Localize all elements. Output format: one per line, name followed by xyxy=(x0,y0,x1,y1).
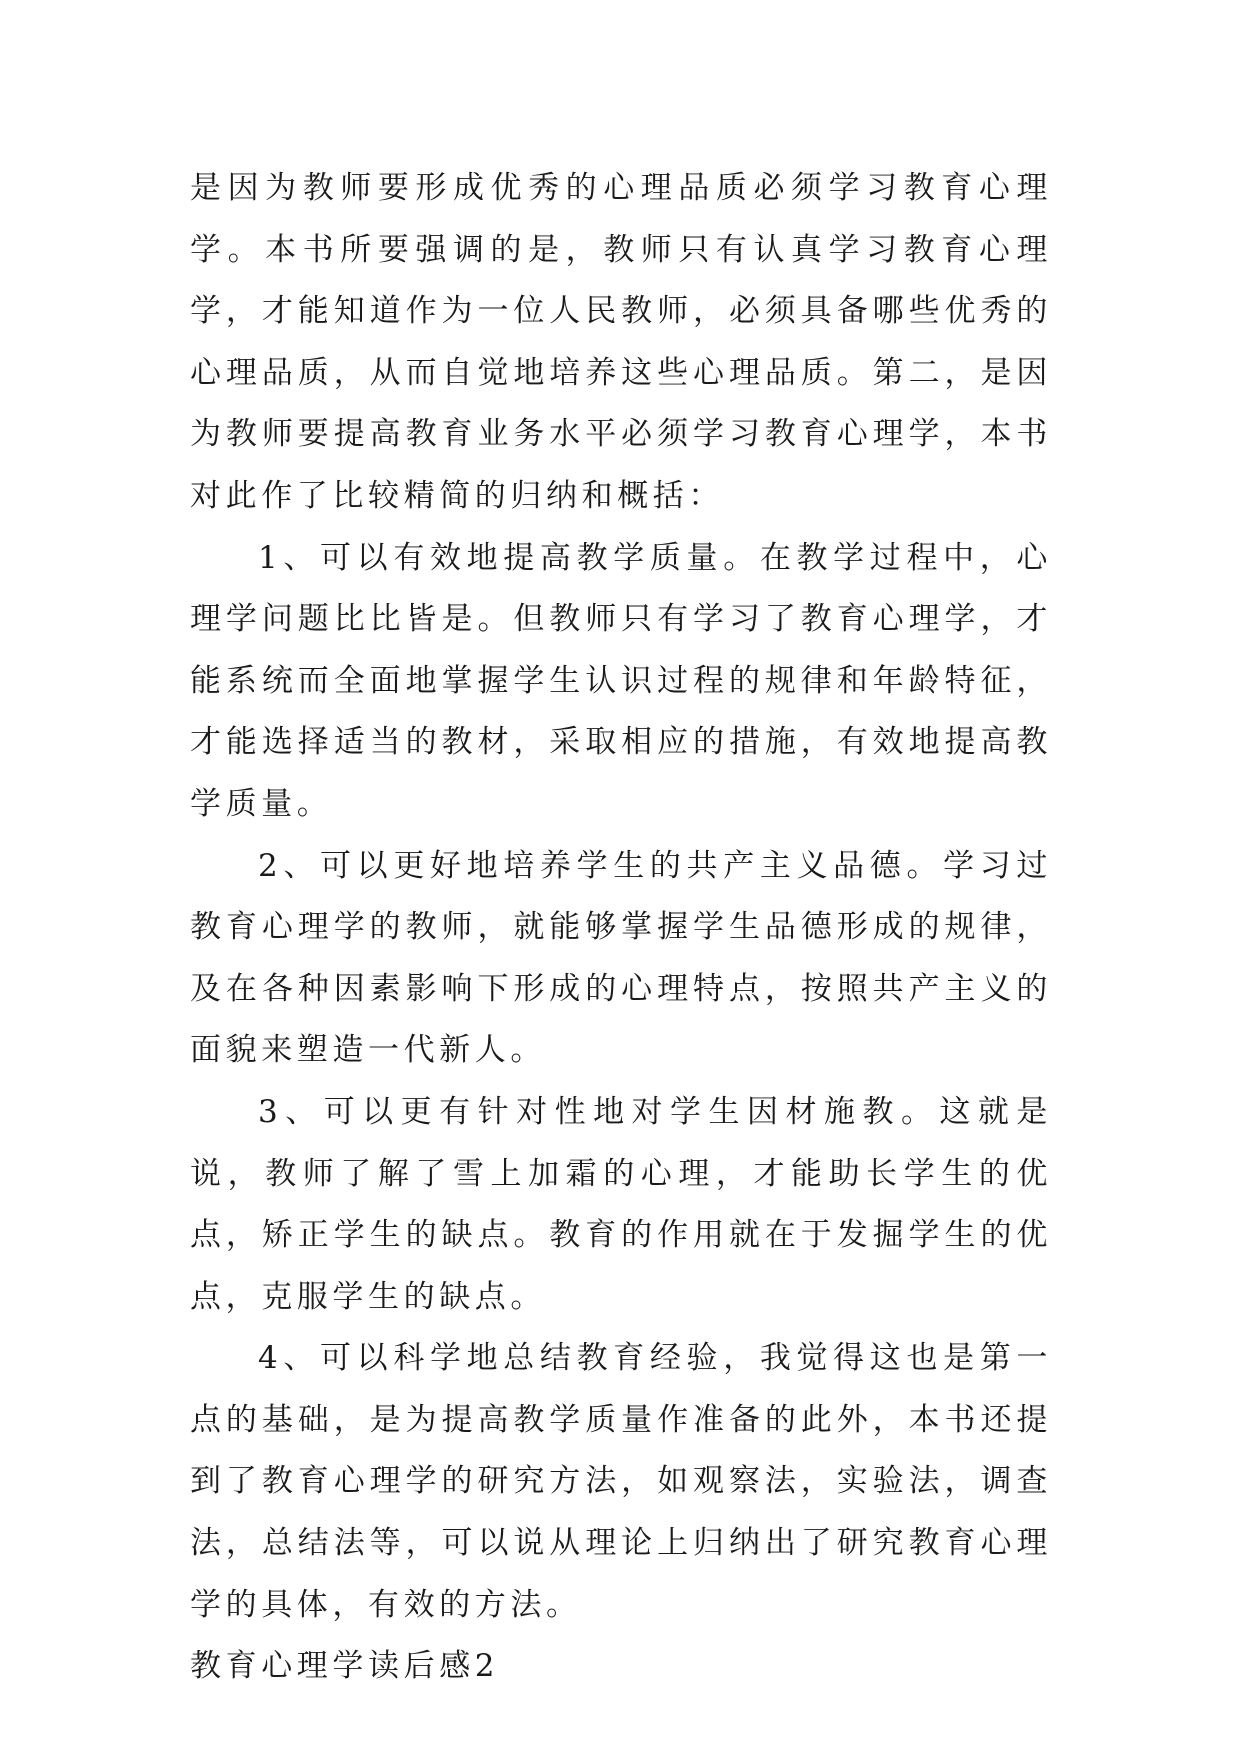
section-heading: 教育心理学读后感2 xyxy=(190,1648,500,1685)
paragraph-point-1: 1、可以有效地提高教学质量。在教学过程中，心理学问题比比皆是。但教师只有学习了教育心理学，才能系统而全面地掌握学生认识过程的规律和年龄特征，才能选择适当的教材，采取相应的措施，有效地提高教学质量。 xyxy=(190,539,1052,822)
document-body xyxy=(190,158,1052,1698)
paragraph-point-2: 2、可以更好地培养学生的共产主义品德。学习过教育心理学的教师，就能够掌握学生品德形成的规律，及在各种因素影响下形成的心理特点，按照共产主义的面貌来塑造一代新人。 xyxy=(190,847,1052,1069)
paragraph-point-3: 3、可以更有针对性地对学生因材施教。这就是说，教师了解了雪上加霜的心理，才能助长学生的优点，矫正学生的缺点。教育的作用就在于发掘学生的优点，克服学生的缺点。 xyxy=(190,1093,1052,1315)
paragraph-intro: 是因为教师要形成优秀的心理品质必须学习教育心理学。本书所要强调的是，教师只有认真学习教育心理学，才能知道作为一位人民教师，必须具备哪些优秀的心理品质，从而自觉地培养这些心理品质。第二，是因为教师要提高教育业务水平必须学习教育心理学，本书对此作了比较精简的归纳和概括： xyxy=(190,170,1052,514)
paragraph-point-4: 4、可以科学地总结教育经验，我觉得这也是第一点的基础，是为提高教学质量作准备的此外，本书还提到了教育心理学的研究方法，如观察法，实验法，调查法，总结法等，可以说从理论上归纳出了研究教育心理学的具体，有效的方法。 xyxy=(190,1340,1052,1623)
